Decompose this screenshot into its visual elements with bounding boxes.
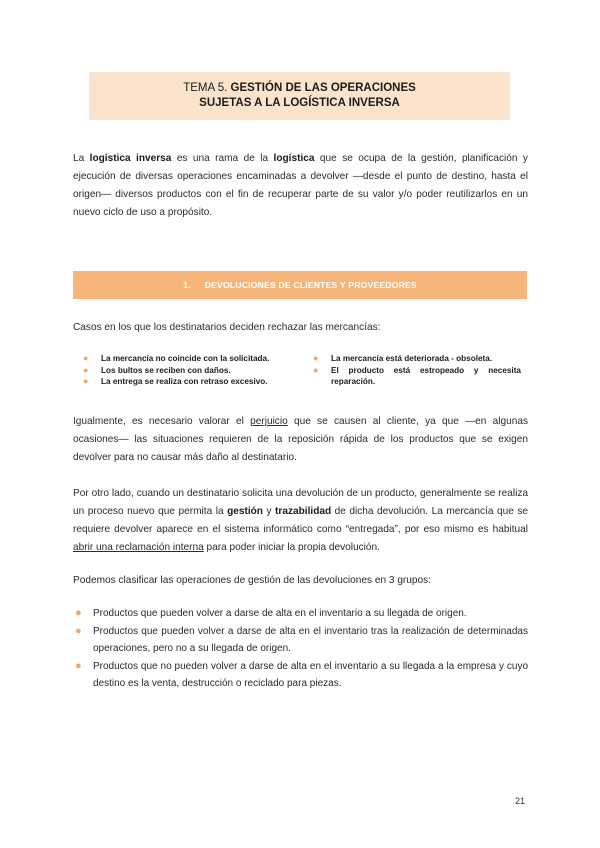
underlined-term: abrir una reclamación interna <box>73 542 204 553</box>
list-item <box>73 623 528 658</box>
paragraph-text: y <box>262 506 276 517</box>
intro-text: es una rama de la <box>171 153 274 164</box>
list-item-text: Productos que no pueden volver a darse de alta en el inventario a su llegada a la empresa y cuyo destino es la venta, destrucción o reciclado para piezas. <box>93 660 528 689</box>
underlined-term: perjuicio <box>250 416 288 427</box>
paragraph-text: Por otro lado, cuando un destinatario solicita una devolución de un producto, generalmente se realiza un proceso nuevo que permita la <box>73 488 528 517</box>
devolution-paragraph <box>73 485 528 557</box>
groups-intro: Podemos clasificar las operaciones de gestión de las devoluciones en 3 grupos: <box>73 575 431 586</box>
list-item-text: La entrega se realiza con retraso excesivo. <box>101 377 268 386</box>
chapter-title-line-1 <box>89 81 510 96</box>
bullet-icon: ● <box>83 364 89 375</box>
rejection-cases-left <box>83 353 298 388</box>
cases-intro: Casos en los que los destinatarios deciden rechazar las mercancías: <box>73 322 381 333</box>
list-item-text: Productos que pueden volver a darse de alta en el inventario a su llegada de origen. <box>93 608 467 619</box>
rejection-cases-right <box>313 353 521 388</box>
bullet-icon: ● <box>313 364 319 375</box>
list-item-text: Los bultos se reciben con daños. <box>101 365 231 375</box>
list-item <box>83 353 298 365</box>
list-item-text: El producto está estropeado y necesita reparación. <box>331 365 521 386</box>
list-item <box>313 365 521 388</box>
bullet-icon: ● <box>75 624 82 637</box>
intro-text: que se ocupa de la gestión, planificación y ejecución de diversas operaciones encaminadas a devolver —desde el punto de destino, hasta el origen— diversos productos con el fin de recuperar parte de su valor y/o poder reutilizarlos en un nuevo ciclo de uso a propósito. <box>73 153 528 218</box>
section-number: 1. <box>183 280 191 290</box>
list-item <box>83 365 298 377</box>
intro-paragraph <box>73 150 528 222</box>
list-item <box>73 605 528 623</box>
paragraph-text: que se causen al cliente, ya que —en algunas ocasiones— las situaciones requieren de la reposición rápida de los productos que se exigen devolver para no causar más daño al destinatario. <box>73 416 529 463</box>
chapter-title <box>89 72 510 120</box>
page-number: 21 <box>515 796 526 806</box>
return-groups-list <box>73 605 528 693</box>
list-item <box>83 376 298 388</box>
bullet-icon: ● <box>75 607 82 619</box>
perjuicio-paragraph <box>73 413 528 467</box>
list-item <box>73 658 528 693</box>
bullet-icon: ● <box>313 353 319 363</box>
bullet-icon: ● <box>83 376 89 386</box>
list-item-text: La mercancía no coincide con la solicitada. <box>101 354 270 363</box>
bullet-icon: ● <box>75 659 82 672</box>
term-gestion: gestión <box>227 506 263 517</box>
chapter-title-bold: GESTIÓN DE LAS OPERACIONES <box>230 82 416 94</box>
intro-term-logistica-inversa: logística inversa <box>89 153 172 164</box>
chapter-prefix: TEMA 5. <box>183 82 228 94</box>
paragraph-text: Igualmente, es necesario valorar el <box>73 416 251 427</box>
intro-text: La <box>73 153 90 164</box>
paragraph-text: de dicha devolución. La mercancía que se requiere devolver aparece en el sistema informático como “entregada”, por eso mismo es habitual <box>73 506 529 535</box>
section-header <box>73 271 527 299</box>
paragraph-text: para poder iniciar la propia devolución. <box>203 542 380 553</box>
chapter-title-line-2: SUJETAS A LA LOGÍSTICA INVERSA <box>199 97 400 109</box>
list-item <box>313 353 521 365</box>
list-item-text: La mercancía está deteriorada - obsoleta. <box>331 354 493 363</box>
section-title: DEVOLUCIONES DE CLIENTES Y PROVEEDORES <box>204 280 417 290</box>
bullet-icon: ● <box>83 353 89 363</box>
term-trazabilidad: trazabilidad <box>275 506 332 517</box>
intro-term-logistica: logística <box>273 153 315 164</box>
list-item-text: Productos que pueden volver a darse de alta en el inventario tras la realización de determinadas operaciones, pero no a su llegada de origen. <box>93 625 528 654</box>
